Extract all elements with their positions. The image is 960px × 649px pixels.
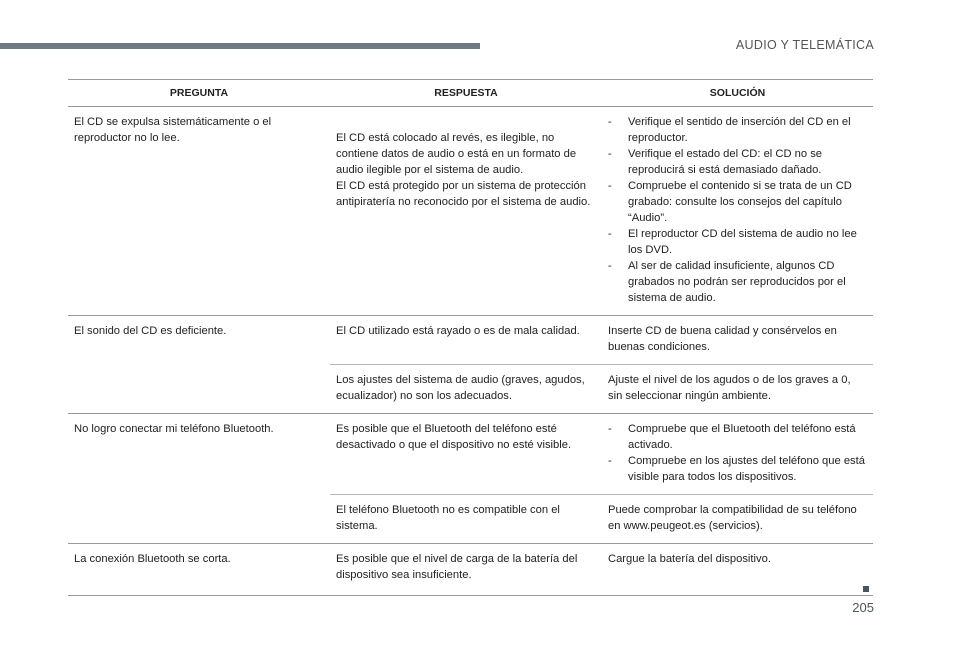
- answer-text: Es posible que el nivel de carga de la batería del dispositivo sea insuficiente.: [336, 553, 578, 581]
- question-text: El sonido del CD es deficiente.: [74, 325, 227, 337]
- column-header-answer: RESPUESTA: [330, 80, 602, 107]
- table-row: [68, 544, 873, 596]
- question-text: El CD se expulsa sistemáticamente o el reproductor no lo lee.: [74, 116, 272, 144]
- solution-item: - Compruebe en los ajustes del teléfono que está visible para todos los dispositivos.: [608, 453, 867, 485]
- solution-text: Puede comprobar la compatibilidad de su teléfono en www.peugeot.es (servicios).: [608, 504, 857, 532]
- question-cell: [68, 107, 330, 316]
- answer-cell: [330, 495, 602, 544]
- question-text: No logro conectar mi teléfono Bluetooth.: [74, 423, 274, 435]
- column-header-question: PREGUNTA: [68, 80, 330, 107]
- answer-text: El CD está colocado al revés, es ilegible, no contiene datos de audio o está en un formato de audio ilegible por el sistema de audio. El CD está protegido por un sistema de protección antipiratería no reconocido por el sistema de audio.: [336, 132, 591, 208]
- solution-item: - Al ser de calidad insuficiente, algunos CD grabados no podrán ser reproducidos por el sistema de audio.: [608, 258, 867, 306]
- question-text: La conexión Bluetooth se corta.: [74, 553, 231, 565]
- header-accent-bar: [0, 43, 480, 49]
- solution-item: - El reproductor CD del sistema de audio no lee los DVD.: [608, 226, 867, 258]
- question-cell: [68, 414, 330, 544]
- solution-cell: [602, 107, 873, 316]
- solution-cell: [602, 365, 873, 414]
- solution-item: - Verifique el sentido de inserción del CD en el reproductor.: [608, 114, 867, 146]
- answer-text: Es posible que el Bluetooth del teléfono esté desactivado o que el dispositivo no esté visible.: [336, 423, 572, 451]
- solution-list: [608, 421, 867, 485]
- question-cell: [68, 316, 330, 414]
- table-row: [68, 107, 873, 316]
- solution-cell: [602, 414, 873, 495]
- solution-cell: [602, 316, 873, 365]
- answer-cell: [330, 107, 602, 316]
- answer-text: El teléfono Bluetooth no es compatible con el sistema.: [336, 504, 560, 532]
- solution-item: - Compruebe que el Bluetooth del teléfono está activado.: [608, 421, 867, 453]
- answer-text: El CD utilizado está rayado o es de mala calidad.: [336, 325, 580, 337]
- column-header-solution: SOLUCIÓN: [602, 80, 873, 107]
- solution-text: Inserte CD de buena calidad y consérvelos en buenas condiciones.: [608, 325, 837, 353]
- section-title: AUDIO Y TELEMÁTICA: [735, 38, 874, 52]
- table-row: [68, 316, 873, 365]
- question-cell: [68, 544, 330, 596]
- answer-cell: [330, 365, 602, 414]
- solution-item: - Compruebe el contenido si se trata de un CD grabado: consulte los consejos del capítulo “Audio”.: [608, 178, 867, 226]
- solution-item: - Verifique el estado del CD: el CD no se reproducirá si está demasiado dañado.: [608, 146, 867, 178]
- solution-text: Cargue la batería del dispositivo.: [608, 553, 771, 565]
- page-marker-square: [863, 586, 869, 592]
- solution-cell: [602, 544, 873, 596]
- solution-cell: [602, 495, 873, 544]
- answer-cell: [330, 316, 602, 365]
- answer-cell: [330, 414, 602, 495]
- page-number: 205: [852, 600, 874, 615]
- answer-cell: [330, 544, 602, 596]
- solution-text: Ajuste el nivel de los agudos o de los graves a 0, sin seleccionar ningún ambiente.: [608, 374, 851, 402]
- answer-text: Los ajustes del sistema de audio (graves, agudos, ecualizador) no son los adecuados.: [336, 374, 585, 402]
- table-header-row: [68, 80, 873, 107]
- solution-list: [608, 114, 867, 306]
- troubleshooting-table: [68, 79, 873, 596]
- table-row: [68, 414, 873, 495]
